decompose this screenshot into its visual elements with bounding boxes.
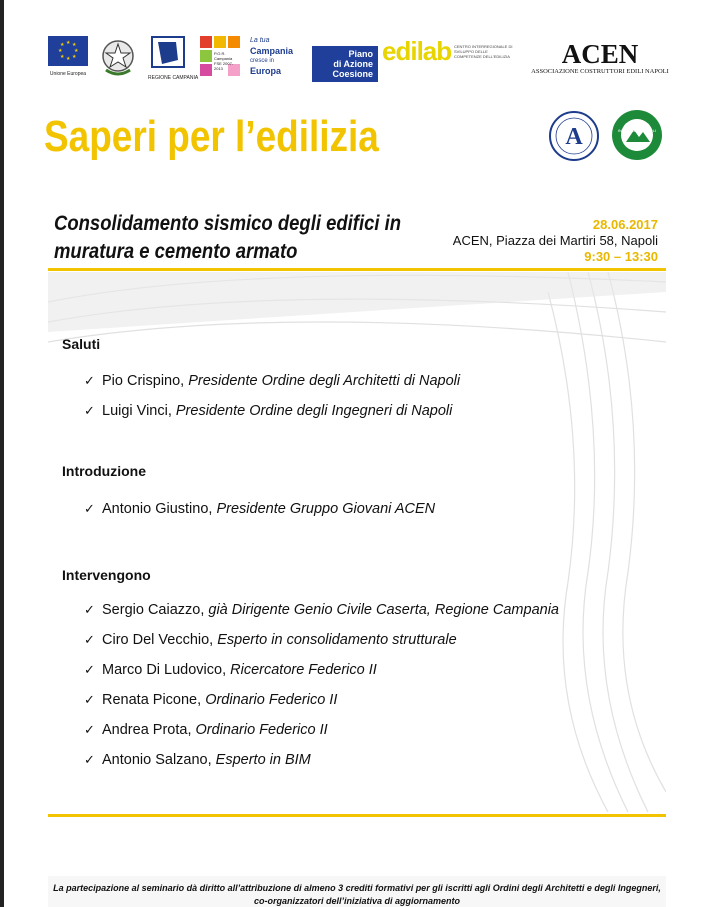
logos-row (44, 36, 674, 92)
eu-flag-icon (48, 36, 88, 66)
campania-line2: Campania (250, 46, 294, 56)
campania-line1: La tua (250, 37, 270, 44)
event-time: 9:30 – 13:30 (584, 249, 658, 264)
checkmark-icon: ✓ (84, 692, 95, 707)
svg-text:★: ★ (60, 54, 65, 60)
italy-emblem (100, 36, 136, 85)
italy-emblem-icon (100, 36, 136, 80)
speaker-name: Ciro Del Vecchio, (102, 632, 218, 648)
list-item (84, 494, 435, 524)
speaker-name: Pio Crispino, (102, 373, 189, 389)
piano-line2: di Azione (333, 59, 373, 69)
speaker-name: Andrea Prota, (102, 722, 196, 738)
piano-azione-coesione-logo (312, 46, 378, 82)
checkmark-icon: ✓ (84, 602, 95, 617)
checkmark-icon: ✓ (84, 662, 95, 677)
svg-text:★: ★ (72, 54, 77, 60)
checkmark-icon: ✓ (84, 722, 95, 737)
speaker-name: Marco Di Ludovico, (102, 662, 231, 678)
speaker-name: Sergio Caiazzo, (102, 602, 209, 618)
list-item (84, 685, 559, 715)
piano-line3: Coesione (332, 69, 373, 79)
section-heading-intervengono: Intervengono (62, 567, 151, 583)
event-info (453, 217, 658, 265)
checkmark-icon: ✓ (84, 752, 95, 767)
regione-campania-icon (148, 36, 188, 70)
intervengono-list (84, 595, 559, 775)
svg-text:★: ★ (58, 48, 63, 54)
introduzione-list (84, 494, 435, 524)
checkmark-icon: ✓ (84, 632, 95, 647)
list-item (84, 396, 460, 426)
speaker-role: Presidente Gruppo Giovani ACEN (216, 501, 436, 517)
eu-logo (48, 36, 88, 77)
speaker-name: Antonio Giustino, (102, 501, 217, 517)
por-caption: P.O.R. Campania FSE 2007-2013 (214, 51, 234, 71)
speaker-role: Ordinario Federico II (205, 692, 338, 708)
por-fse-logo (200, 36, 240, 83)
section-heading-saluti: Saluti (62, 336, 101, 352)
list-item (84, 366, 460, 396)
svg-text:A: A (565, 124, 583, 150)
top-divider (48, 268, 666, 271)
campania-line3: cresce in (250, 58, 275, 64)
speaker-name: Luigi Vinci, (102, 403, 176, 419)
speaker-role: Esperto in consolidamento strutturale (217, 632, 457, 648)
list-item (84, 745, 559, 775)
checkmark-icon: ✓ (84, 373, 95, 388)
ingegneri-seal-icon (610, 108, 664, 162)
footer-note: La partecipazione al seminario dà diritto all’attribuzione di almeno 3 crediti formativi per gli iscritti agli Ordini degli Architetti e degli Ingegneri, co-organizzatori dell’iniziativa di aggiornamento (48, 876, 666, 907)
section-heading-introduzione: Introduzione (62, 463, 146, 479)
regione-campania-logo (148, 36, 199, 81)
page-edge (0, 0, 4, 907)
event-venue: ACEN, Piazza dei Martiri 58, Napoli (452, 233, 658, 248)
speaker-role: Ricercatore Federico II (230, 662, 377, 678)
speaker-name: Renata Picone, (102, 692, 206, 708)
speaker-role: già Dirigente Genio Civile Caserta, Regione Campania (208, 602, 559, 618)
list-item (84, 715, 559, 745)
piano-line1: Piano (348, 49, 373, 59)
campania-line4: Europa (250, 66, 282, 76)
eu-caption: Unione Europea (49, 71, 87, 77)
edilab-caption: CENTRO INTERREGIONALE DI SVILUPPO DELLE COMPETENZE DELL'EDILIZIA (454, 44, 513, 59)
edilab-wordmark: edilab (382, 36, 452, 66)
list-item (84, 655, 559, 685)
speaker-role: Presidente Ordine degli Architetti di Napoli (188, 373, 461, 389)
speaker-role: Esperto in BIM (215, 752, 311, 768)
acen-wordmark: ACEN (561, 39, 639, 69)
bottom-divider (48, 814, 666, 817)
event-date: 28.06.2017 (592, 217, 658, 232)
list-item (84, 625, 559, 655)
svg-text:★: ★ (60, 42, 65, 48)
speaker-role: Presidente Ordine degli Ingegneri di Napoli (175, 403, 453, 419)
edilab-logo (382, 36, 513, 67)
ingegneri-seal (610, 108, 664, 167)
saluti-list (84, 366, 460, 426)
regione-caption: REGIONE CAMPANIA (148, 75, 199, 81)
seminar-subtitle: Consolidamento sismico degli edifici in muratura e cemento armato (54, 212, 402, 263)
checkmark-icon: ✓ (84, 501, 95, 516)
architetti-seal-icon (548, 110, 600, 162)
speaker-name: Antonio Salzano, (102, 752, 216, 768)
svg-text:★: ★ (66, 40, 71, 46)
ingegneri-seal-text: INGEGNERI NAPOLI (617, 128, 657, 133)
svg-text:★: ★ (72, 42, 77, 48)
speaker-role: Ordinario Federico II (195, 722, 328, 738)
svg-text:★: ★ (66, 56, 71, 62)
campania-europa-logo (250, 36, 302, 76)
page-title: Saperi per l’edilizia (44, 112, 379, 161)
svg-text:★: ★ (74, 48, 79, 54)
list-item (84, 595, 559, 625)
acen-caption: ASSOCIAZIONE COSTRUTTORI EDILI NAPOLI (531, 68, 669, 75)
acen-logo (530, 40, 670, 76)
checkmark-icon: ✓ (84, 403, 95, 418)
architetti-seal (548, 110, 600, 167)
